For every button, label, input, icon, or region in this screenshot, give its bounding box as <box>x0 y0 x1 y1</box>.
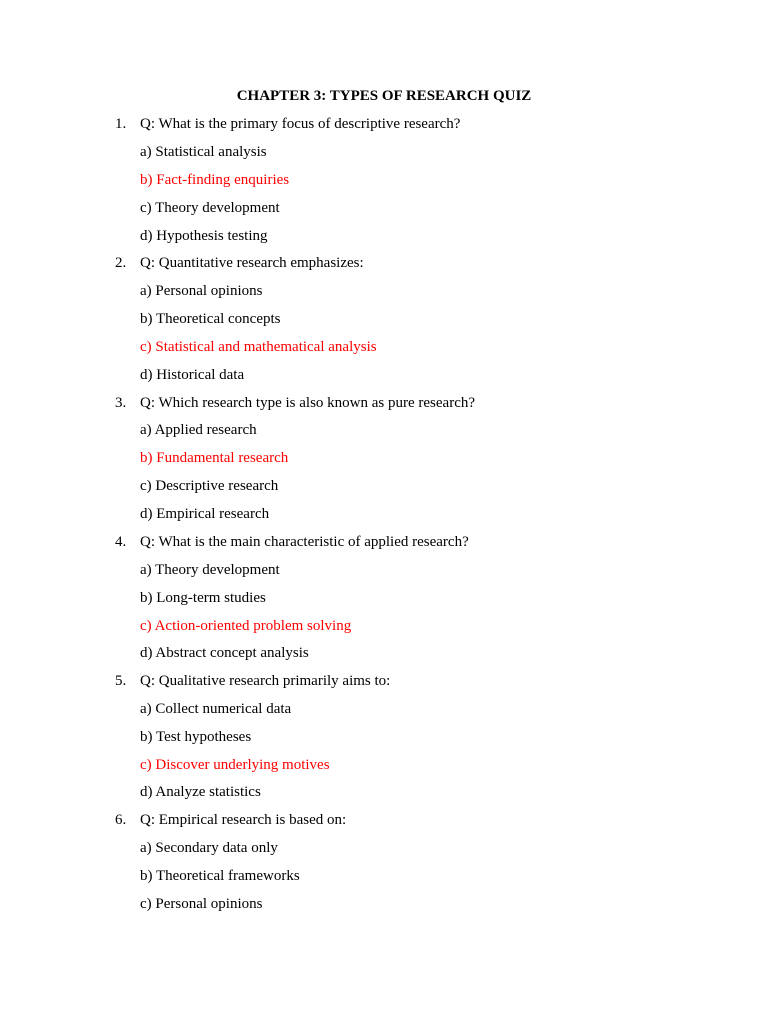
question-number: 3. <box>115 395 127 411</box>
answer-option: a) Theory development <box>140 562 280 578</box>
answer-option: a) Applied research <box>140 422 257 438</box>
answer-option: d) Analyze statistics <box>140 784 261 800</box>
page-title: CHAPTER 3: TYPES OF RESEARCH QUIZ <box>236 88 532 104</box>
answer-option: b) Long-term studies <box>140 590 266 606</box>
answer-option-correct: c) Statistical and mathematical analysis <box>140 339 377 355</box>
question-text: Q: Qualitative research primarily aims to: <box>140 673 391 689</box>
answer-option-correct: b) Fact-finding enquiries <box>140 172 290 188</box>
answer-option-correct: b) Fundamental research <box>140 450 289 466</box>
answer-option: a) Statistical analysis <box>140 144 267 160</box>
answer-option: d) Hypothesis testing <box>140 228 268 244</box>
question-number: 2. <box>115 255 127 271</box>
answer-option: b) Test hypotheses <box>140 729 252 745</box>
question-number: 5. <box>115 673 127 689</box>
question-number: 1. <box>115 116 127 132</box>
answer-option: b) Theoretical concepts <box>140 311 281 327</box>
answer-option-correct: c) Discover underlying motives <box>140 757 330 773</box>
question-text: Q: Quantitative research emphasizes: <box>140 255 364 271</box>
answer-option-correct: c) Action-oriented problem solving <box>140 618 352 634</box>
question-text: Q: Empirical research is based on: <box>140 812 347 828</box>
answer-option: b) Theoretical frameworks <box>140 868 300 884</box>
answer-option: a) Secondary data only <box>140 840 278 856</box>
question-text: Q: Which research type is also known as pure research? <box>140 395 476 411</box>
answer-option: c) Personal opinions <box>140 896 263 912</box>
answer-option: d) Empirical research <box>140 506 270 522</box>
question-text: Q: What is the main characteristic of applied research? <box>140 534 469 550</box>
answer-option: c) Theory development <box>140 200 280 216</box>
question-number: 4. <box>115 534 127 550</box>
answer-option: a) Personal opinions <box>140 283 263 299</box>
question-text: Q: What is the primary focus of descriptive research? <box>140 116 461 132</box>
answer-option: c) Descriptive research <box>140 478 279 494</box>
answer-option: d) Historical data <box>140 367 245 383</box>
answer-option: d) Abstract concept analysis <box>140 645 309 661</box>
question-number: 6. <box>115 812 127 828</box>
answer-option: a) Collect numerical data <box>140 701 292 717</box>
